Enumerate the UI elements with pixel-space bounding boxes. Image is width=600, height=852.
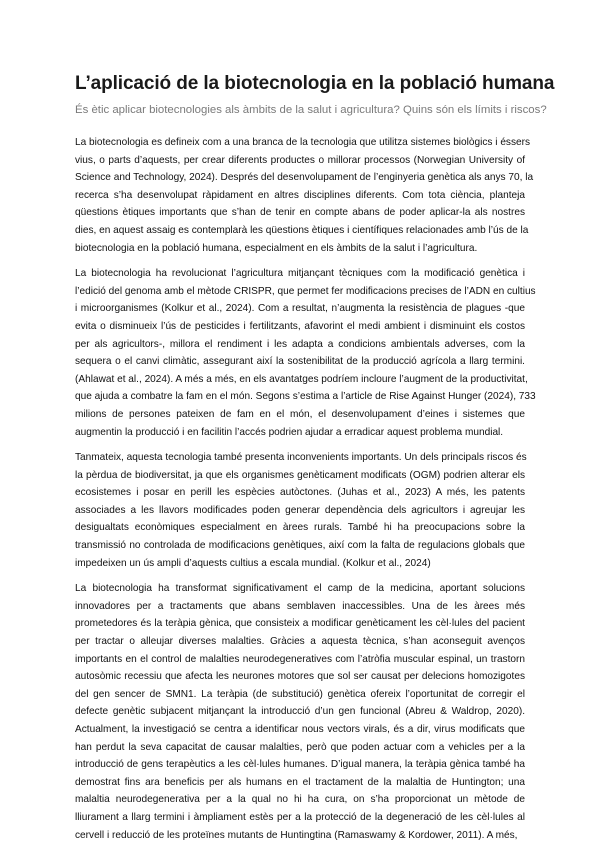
text-line: cervell i reducció de les proteïnes mutants de Huntingtina (Ramaswamy & Kordower, 2011). A més, [75, 829, 518, 841]
paragraph [75, 134, 534, 257]
text-line: prometedores és la teràpia gènica, que consisteix a modificar genèticament les cèl·lules del pacient [75, 618, 525, 630]
text-line: malaltia neurodegenerativa per a la qual no hi ha cura, on s’ha proporcionat un mètode de [75, 794, 525, 806]
text-line: evita o disminueix l’ús de pesticides i fertilitzants, afavorint el medi ambient i disminuint els costos [75, 320, 525, 332]
text-line: biotecnologia en la població humana, especialment en els àmbits de la salut i l’agricultura. [75, 242, 478, 254]
text-line: transmissió no controlada de modificacions genètiques, així com la falta de regulacions globals que [75, 540, 525, 552]
text-line: augmentin la producció i en facilitin l’accés podrien ajudar a erradicar aquest problema mundial. [75, 426, 504, 438]
text-line: qüestions ètiques importants que s’han de tenir en compte abans de poder aplicar-la als nostres [75, 207, 525, 219]
text-line: impedeixen un ús ampli d’aquests cultius a escala mundial. (Kolkur et al., 2024) [75, 557, 431, 569]
text-line: per als agricultors-, millora el rendiment i les adapta a condicions ambientals adverses, com la [75, 338, 525, 350]
text-line: importants en el control de malalties neurodegeneratives com l’atròfia muscular espinal, un trastorn [75, 653, 525, 665]
text-line: associades a les llavors modificades poden generar dependència dels agricultors i agreujar les [75, 504, 525, 516]
text-line: Science and Technology, 2024). Després del desenvolupament de l’enginyeria genètica als anys 70, la [75, 172, 534, 184]
text-line: lliurament a llarg termini i àmpliament estès per a la protecció de la degeneració de les cèl·lules al [75, 811, 525, 823]
paragraph [75, 265, 536, 441]
text-line: demostrat fins ara beneficis per als humans en el tractament de la malaltia de Huntington; una [75, 776, 525, 788]
text-line: autosòmic recessiu que afecta les neurones motores que sol ser causat per delecions homozigotes [75, 671, 525, 683]
text-line: La biotecnologia ha revolucionat l’agricultura mitjançant tècniques com la modificació genètica i [75, 268, 525, 280]
text-line: La biotecnologia ha transformat significativament el camp de la medicina, aportant solucions [75, 583, 525, 595]
text-line: han perdut la seva capacitat de causar malalties, però que poden actuar com a vehicles per a la [75, 741, 525, 753]
text-line: introducció de gens terapèutics a les cèl·lules humanes. D’igual manera, la teràpia gènica també ha [75, 759, 525, 771]
document-body [75, 134, 536, 852]
text-line: per tractar o alleujar diverses malalties. Gràcies a aquesta tècnica, s’han aconseguit avenços [75, 636, 525, 648]
text-line: (Ahlawat et al., 2024). A més a més, en els avantatges podríem incloure l’augment de la productivitat, [75, 373, 528, 385]
text-line: que ajuda a combatre la fam en el món. Segons s’estima a l’article de Rise Against Hunger (2024), 733 [75, 391, 536, 403]
text-line: Actualment, la investigació se centra a identificar nous vectors virals, és a dir, virus modificats que [75, 724, 525, 735]
document-subtitle: És ètic aplicar biotecnologies als àmbits de la salut i agricultura? Quins són els límits i riscos? [75, 104, 547, 116]
paragraph [75, 580, 525, 844]
text-line: ecosistemes i posar en perill les espècies autòctones. (Juhas et al., 2023) A més, les patents [75, 487, 525, 499]
text-line: l’edició del genoma amb el mètode CRISPR, que permet fer modificacions precises de l’ADN en cultius [75, 285, 536, 297]
text-line: dies, en aquest assaig es contemplarà les qüestions ètiques i científiques relacionades amb l’ús de la [75, 224, 529, 236]
paragraph [75, 449, 525, 572]
text-line: recerca s’ha desenvolupat ràpidament en altres disciplines diferents. Com tota ciència, planteja [75, 189, 525, 201]
text-line: del gen sencer de SMN1. La teràpia (de substitució) genètica ofereix l’oportunitat de corregir el [75, 688, 525, 700]
text-line: sequera o el canvi climàtic, assegurant així la sostenibilitat de la producció agrícola a llarg termini. [75, 356, 525, 368]
text-line: vius, o parts d’aquests, per crear diferents productes o millorar processos (Norwegian University of [75, 154, 525, 166]
text-line: i microorganismes (Kolkur et al., 2024). Com a resultat, n’augmenta la resistència de plagues -que [75, 303, 525, 315]
document-title: L’aplicació de la biotecnologia en la població humana [75, 73, 555, 94]
text-line: defecte genètic subjacent mitjançant la introducció d’un gen funcional (Abreu & Waldrop, 2020). [75, 706, 525, 718]
text-line: La biotecnologia es defineix com a una branca de la tecnologia que utilitza sistemes biològics i éssers [75, 137, 531, 148]
text-line: Tanmateix, aquesta tecnologia també presenta inconvenients importants. Un dels principals riscos és [75, 452, 527, 464]
text-line: desigualtats econòmiques especialment en àrees rurals. També hi ha preocupacions sobre la [75, 522, 525, 534]
text-line: la pèrdua de biodiversitat, ja que els organismes genèticament modificats (OGM) podrien alterar els [75, 469, 525, 481]
text-line: innovadores per a tractaments que abans semblaven inaccessibles. Una de les àrees més [75, 600, 525, 612]
text-line: milions de persones pateixen de fam en el món, el desenvolupament d’eines i sistemes que [75, 408, 525, 420]
